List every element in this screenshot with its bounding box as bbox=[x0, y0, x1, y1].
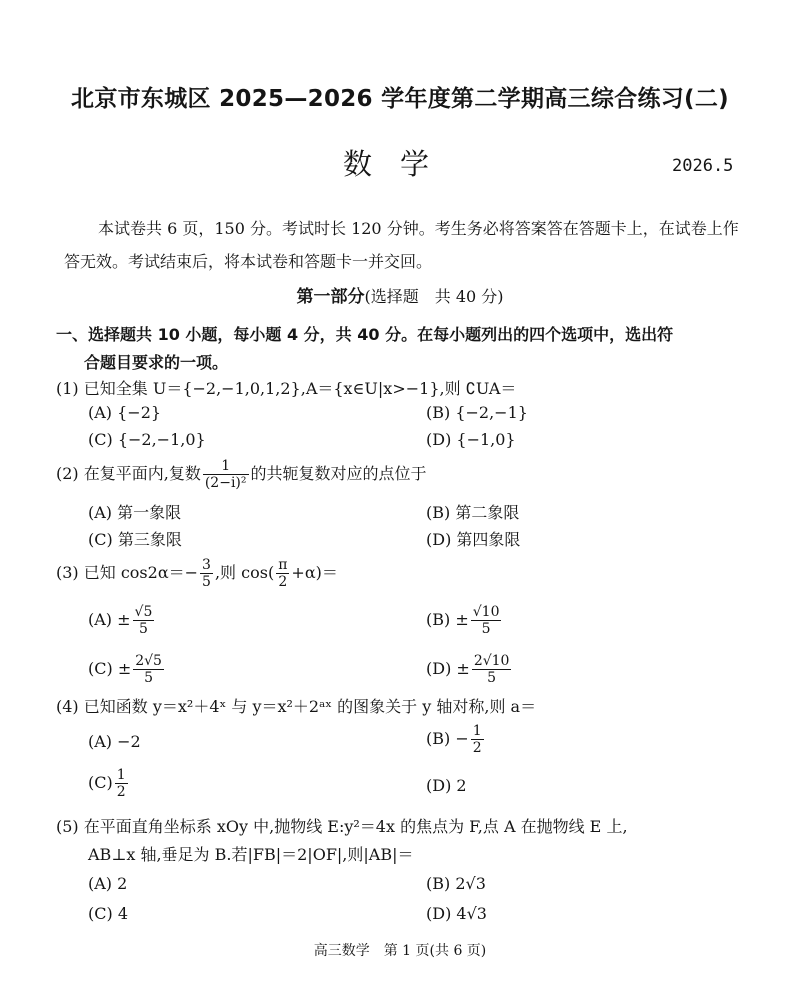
option-fraction bbox=[133, 653, 164, 686]
exam-notice: 本试卷共 6 页，150 分。考试时长 120 分钟。考生务必将答案答在答题卡上，在试卷上作答无效。考试结束后，将本试卷和答题卡一并交回。 bbox=[64, 219, 739, 271]
fraction-numerator: √10 bbox=[472, 604, 500, 620]
fraction-denominator: 5 bbox=[202, 574, 211, 590]
question-3-fraction-2 bbox=[276, 557, 289, 590]
fraction-numerator: 3 bbox=[202, 557, 211, 573]
part-title: 第一部分 bbox=[296, 287, 365, 307]
fraction-denominator: (2−i)² bbox=[204, 475, 247, 491]
fraction-numerator: 2√10 bbox=[473, 653, 510, 669]
fraction-denominator: 5 bbox=[472, 669, 512, 686]
option-label: (C) bbox=[88, 773, 113, 792]
page-footer: 高三数学 第 1 页(共 6 页) bbox=[313, 943, 487, 959]
question-2-suffix: 的共轭复数对应的点位于 bbox=[250, 464, 427, 483]
question-3-option-d bbox=[426, 653, 513, 686]
option-label: (D) ± bbox=[426, 659, 470, 678]
question-1-option-b: (B) {−2,−1} bbox=[426, 403, 528, 422]
question-3-suffix: +α)＝ bbox=[291, 563, 338, 582]
question-1-option-c: (C) {−2,−1,0} bbox=[88, 430, 206, 449]
question-4-option-d: (D) 2 bbox=[426, 776, 467, 795]
section-instruction-line1: 一、选择题共 10 小题，每小题 4 分，共 40 分。在每小题列出的四个选项中，选出符 bbox=[56, 325, 674, 344]
question-2-option-b: (B) 第二象限 bbox=[426, 503, 520, 522]
question-3-option-a bbox=[88, 604, 156, 637]
question-4-option-a: (A) −2 bbox=[88, 732, 141, 751]
question-5-option-c: (C) 4 bbox=[88, 904, 128, 923]
fraction-numerator: 1 bbox=[472, 723, 482, 739]
fraction-numerator: 2√5 bbox=[135, 653, 162, 669]
question-2-stem bbox=[56, 458, 427, 491]
option-fraction bbox=[115, 767, 128, 800]
fraction-denominator: 5 bbox=[133, 669, 164, 686]
question-4-option-b bbox=[426, 723, 486, 756]
question-2-option-a: (A) 第一象限 bbox=[88, 503, 182, 522]
question-3-option-b bbox=[426, 604, 503, 637]
option-fraction bbox=[472, 653, 512, 686]
question-5-stem-line2: AB⊥x 轴,垂足为 B.若|FB|＝2|OF|,则|AB|＝ bbox=[88, 845, 414, 864]
option-label: (B) − bbox=[426, 729, 469, 748]
fraction-denominator: 5 bbox=[133, 620, 155, 637]
question-3-option-c bbox=[88, 653, 166, 686]
question-5-option-a: (A) 2 bbox=[88, 874, 128, 893]
subject-title: 数学 bbox=[342, 147, 457, 181]
part-heading bbox=[0, 282, 800, 307]
question-2-option-d: (D) 第四象限 bbox=[426, 530, 521, 549]
option-fraction bbox=[471, 604, 502, 637]
fraction-denominator: 5 bbox=[471, 620, 502, 637]
fraction-numerator: 1 bbox=[221, 458, 231, 474]
question-2-fraction bbox=[203, 458, 249, 491]
option-fraction bbox=[133, 604, 155, 637]
question-1-stem: (1) 已知全集 U＝{−2,−1,0,1,2},A＝{x∈U|x>−1},则 ∁UA＝ bbox=[56, 379, 517, 398]
fraction-numerator: √5 bbox=[134, 604, 153, 620]
option-label: (C) ± bbox=[88, 659, 132, 678]
exam-title: 北京市东城区 2025—2026 学年度第二学期高三综合练习(二) bbox=[71, 86, 729, 112]
fraction-numerator: π bbox=[278, 557, 288, 573]
question-3-prefix: (3) 已知 cos2α＝− bbox=[56, 563, 199, 582]
question-1-option-d: (D) {−1,0} bbox=[426, 430, 516, 449]
option-label: (A) ± bbox=[88, 610, 131, 629]
exam-date: 2026.5 bbox=[672, 156, 734, 176]
question-5-option-b: (B) 2√3 bbox=[426, 874, 486, 893]
question-3-mid: ,则 cos( bbox=[214, 563, 275, 582]
question-3-stem bbox=[56, 557, 338, 590]
question-1-option-a: (A) {−2} bbox=[88, 403, 162, 422]
section-instruction-line2: 合题目要求的一项。 bbox=[84, 353, 229, 372]
question-4-stem: (4) 已知函数 y＝x²＋4ˣ 与 y＝x²＋2ᵃˣ 的图象关于 y 轴对称,则 a＝ bbox=[56, 697, 537, 716]
question-2-prefix: (2) 在复平面内,复数 bbox=[56, 464, 201, 483]
option-fraction bbox=[471, 723, 484, 756]
question-3-fraction-1 bbox=[200, 557, 213, 590]
question-2-option-c: (C) 第三象限 bbox=[88, 530, 182, 549]
question-4-option-c bbox=[88, 767, 130, 800]
question-5-stem-line1: (5) 在平面直角坐标系 xOy 中,抛物线 E:y²＝4x 的焦点为 F,点 A 在抛物线 E 上, bbox=[56, 817, 628, 836]
part-note: (选择题 共 40 分) bbox=[364, 287, 504, 306]
fraction-denominator: 2 bbox=[472, 740, 482, 756]
fraction-denominator: 2 bbox=[276, 573, 289, 590]
fraction-numerator: 1 bbox=[116, 767, 126, 783]
question-5-option-d: (D) 4√3 bbox=[426, 904, 487, 923]
fraction-denominator: 2 bbox=[116, 784, 126, 800]
option-label: (B) ± bbox=[426, 610, 469, 629]
